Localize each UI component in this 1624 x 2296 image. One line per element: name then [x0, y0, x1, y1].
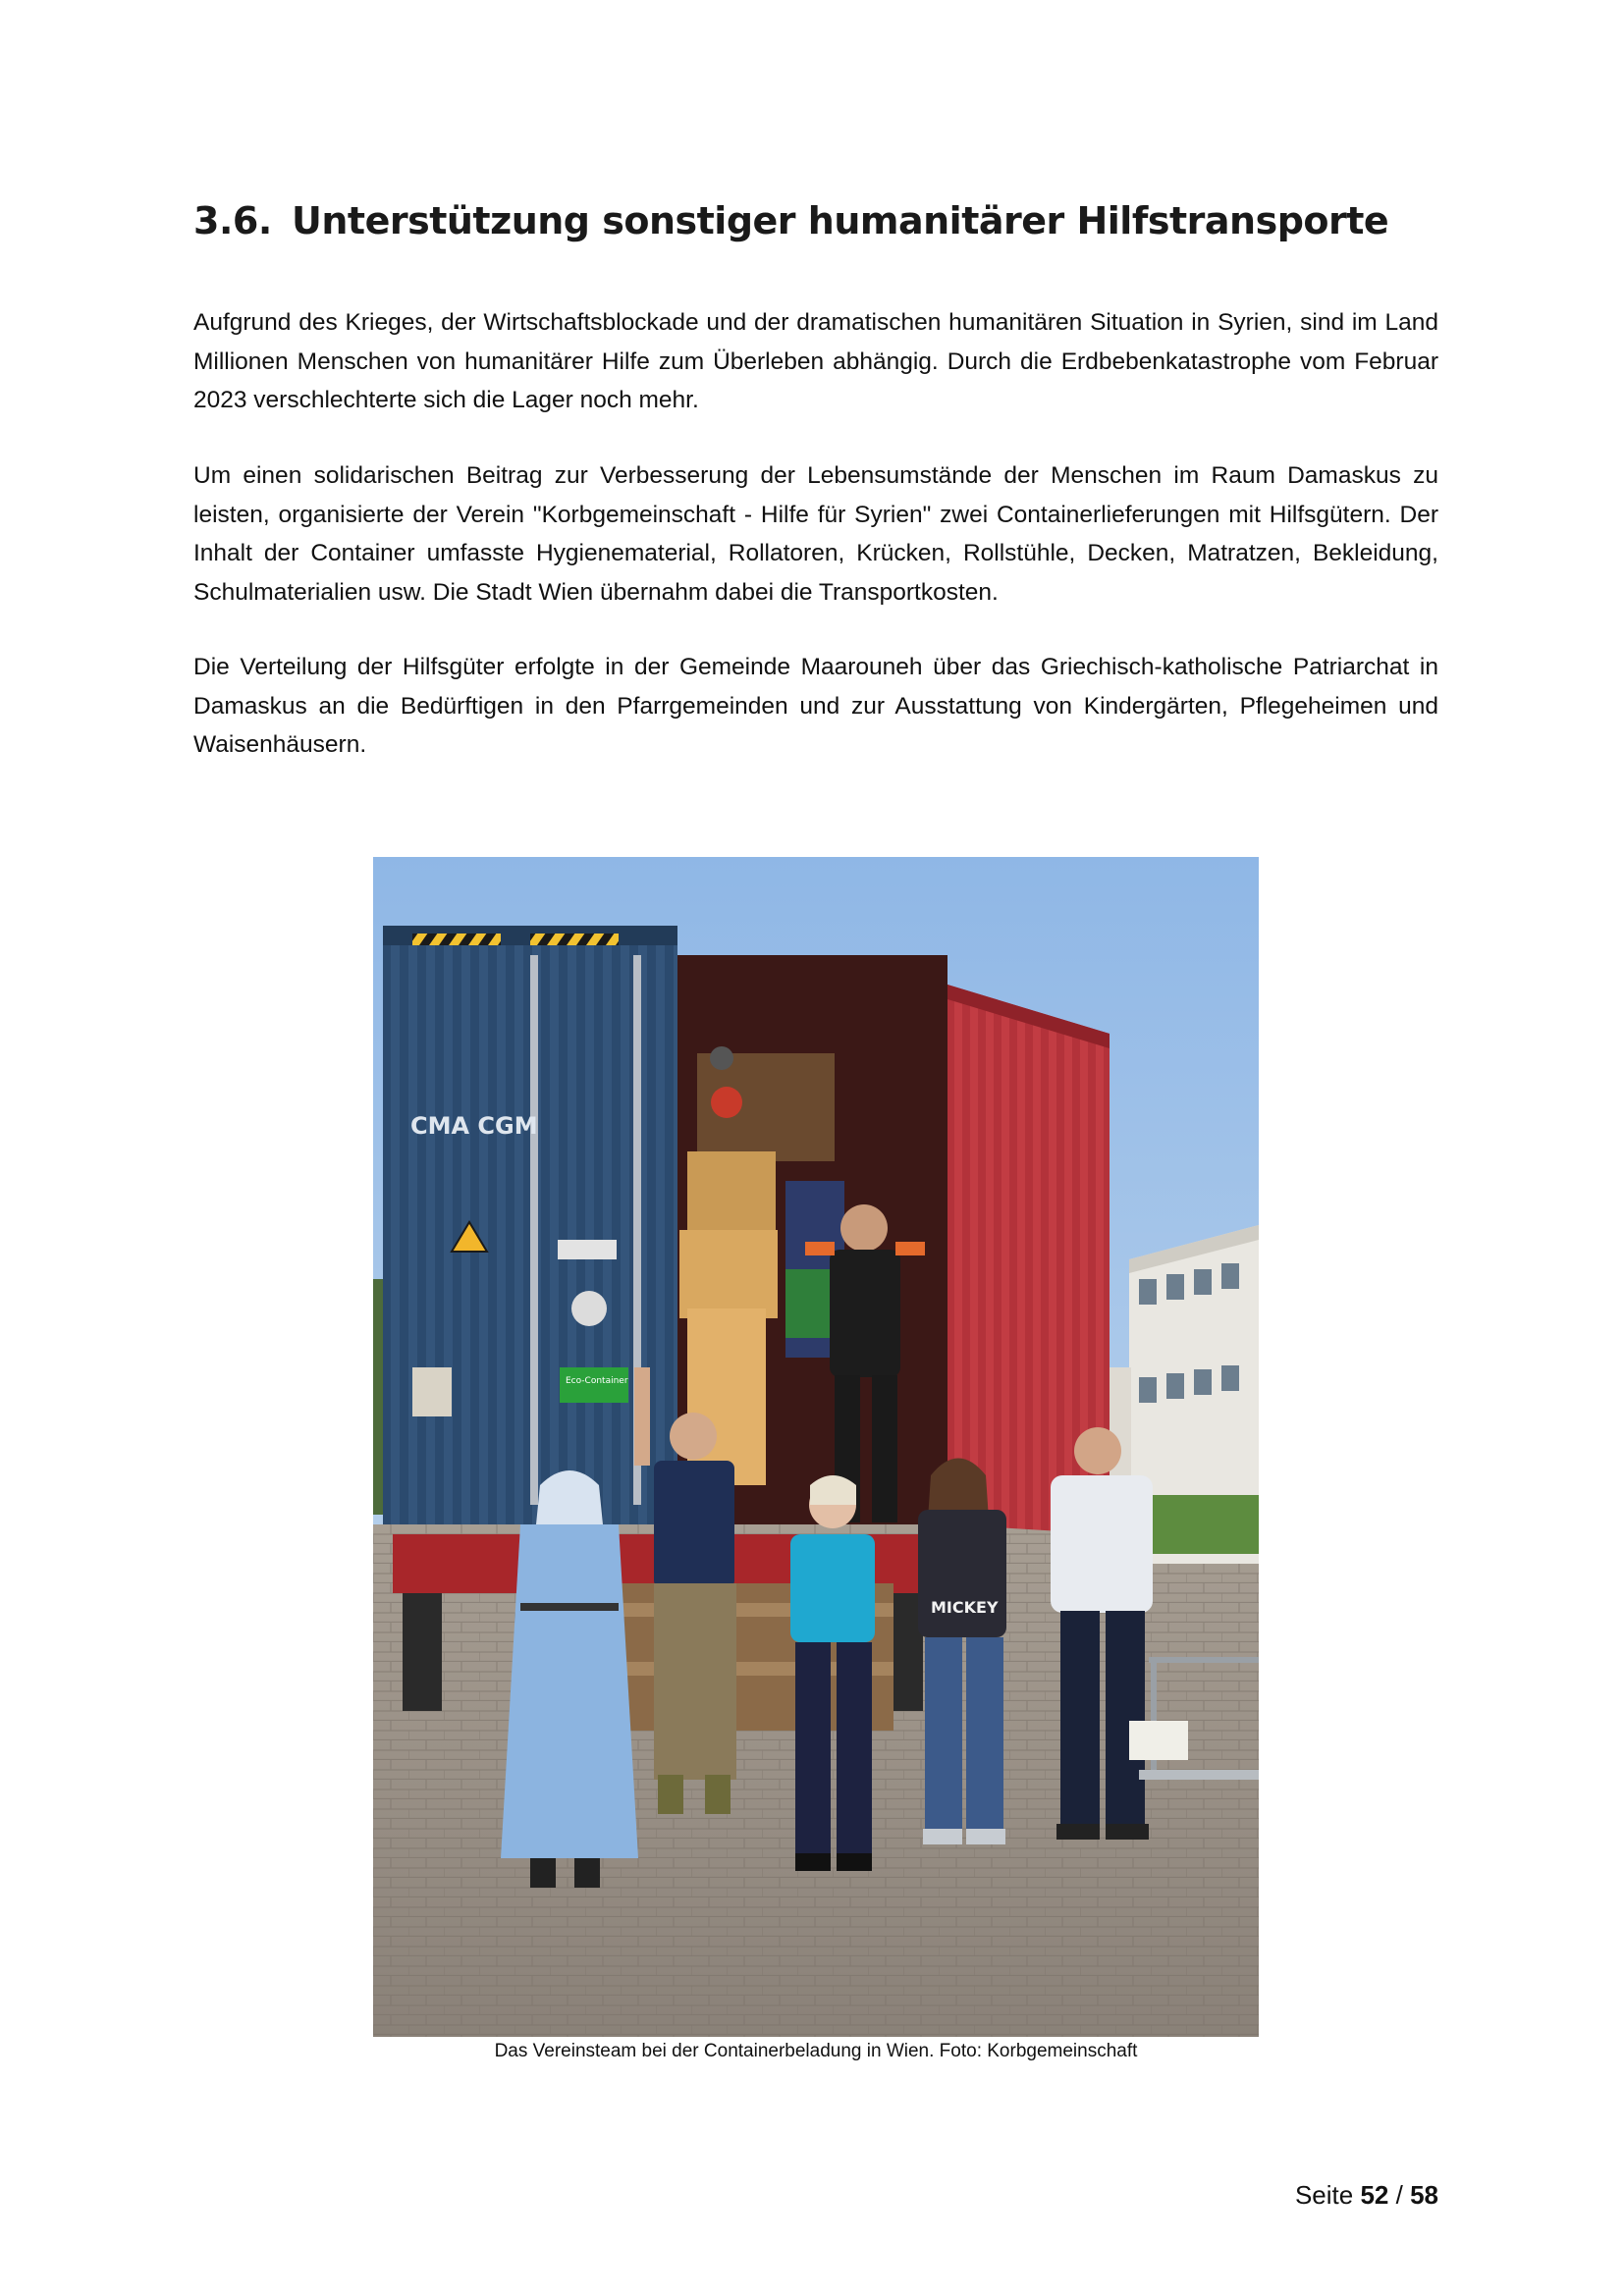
section-number: 3.6.	[193, 199, 272, 242]
container-brand-text: CMA CGM	[410, 1112, 538, 1140]
container-blue-door	[383, 926, 677, 1524]
total-pages-number: 58	[1410, 2180, 1438, 2210]
paragraph-3: Die Verteilung der Hilfsgüter erfolgte in der Gemeinde Maarouneh über das Griechisch-katholische Patriarchat in Damaskus an die Bedürftigen in den Pfarrgemeinden und zur Ausstattung von Kindergärten, Pflegeheimen und Waisenhäusern.	[193, 654, 1438, 758]
person-nun	[501, 1470, 638, 1888]
section-heading	[193, 199, 1470, 242]
container-loading-photo	[373, 857, 1259, 2037]
mickey-shirt-text: MICKEY	[931, 1598, 999, 1617]
section-title: Unterstützung sonstiger humanitärer Hilfstransporte	[292, 199, 1389, 242]
photo-caption: Das Vereinsteam bei der Containerbeladung in Wien. Foto: Korbgemeinschaft	[494, 2041, 1138, 2061]
eco-container-label: Eco-Container	[566, 1376, 628, 1386]
current-page-number: 52	[1360, 2180, 1389, 2210]
paragraph-1: Aufgrund des Krieges, der Wirtschaftsblockade und der dramatischen humanitären Situation in Syrien, sind im Land Millionen Menschen von humanitärer Hilfe zum Überleben abhängig. Durch die Erdbebenkatastrophe vom Februar 2023 verschlechterte sich die Lager noch mehr.	[193, 309, 1438, 413]
page-footer	[1295, 2179, 1438, 2211]
person-mickey-shirt	[918, 1459, 1006, 1845]
page-separator: /	[1395, 2180, 1403, 2210]
container-interior	[677, 955, 947, 1524]
page-label: Seite	[1294, 2180, 1354, 2210]
paragraph-2: Um einen solidarischen Beitrag zur Verbesserung der Lebensumstände der Menschen im Raum Damaskus zu leisten, organisierte der Verein "Korbgemeinschaft - Hilfe für Syrien" zwei Containerlieferungen mit Hilfsgütern. Der Inhalt der Container umfasste Hygienematerial, Rollatoren, Krücken, Rollstühle, Decken, Matratzen, Bekleidung, Schulmaterialien usw. Die Stadt Wien übernahm dabei die Transportkosten.	[193, 462, 1438, 606]
